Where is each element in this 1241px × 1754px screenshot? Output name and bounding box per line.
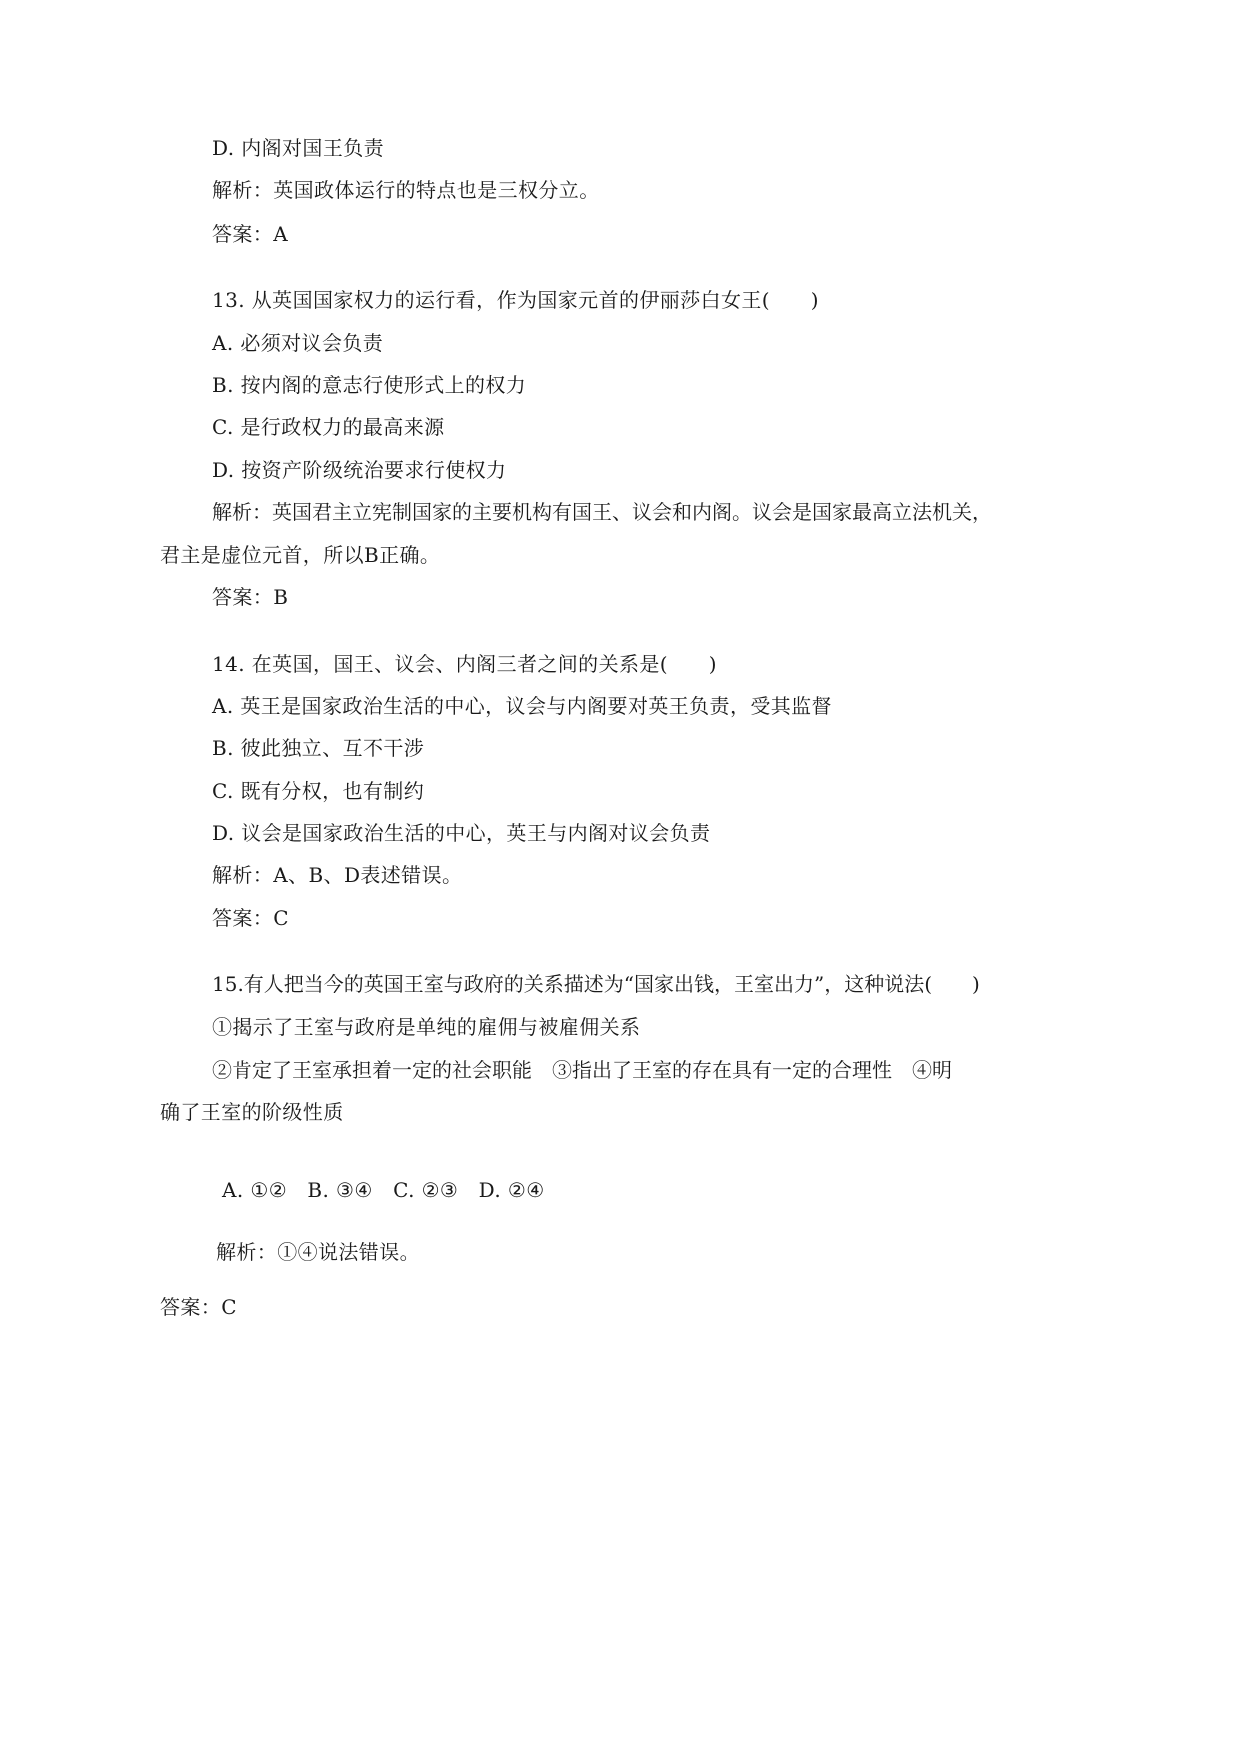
q14-analysis: 解析：A、B、D表述错误。 <box>212 863 463 887</box>
q15-analysis: 解析：①④说法错误。 <box>216 1240 420 1264</box>
q12-analysis: 解析：英国政体运行的特点也是三权分立。 <box>212 178 600 202</box>
q13-option-c: C. 是行政权力的最高来源 <box>212 415 445 439</box>
q14-stem: 14. 在英国，国王、议会、内阁三者之间的关系是( ) <box>212 652 717 676</box>
q13-option-a: A. 必须对议会负责 <box>212 331 384 355</box>
q14-option-a: A. 英王是国家政治生活的中心，议会与内阁要对英王负责，受其监督 <box>212 694 832 718</box>
q13-stem: 13. 从英国国家权力的运行看，作为国家元首的伊丽莎白女王( ) <box>212 288 819 312</box>
q13-analysis-line1: 解析：英国君主立宪制国家的主要机构有国王、议会和内阁。议会是国家最高立法机关， <box>212 500 992 524</box>
q15-items-2-4-line1: ②肯定了王室承担着一定的社会职能 ③指出了王室的存在具有一定的合理性 ④明 <box>212 1058 952 1082</box>
q12-answer: 答案：A <box>212 222 289 246</box>
q14-option-c: C. 既有分权，也有制约 <box>212 779 425 803</box>
q15-item-1: ①揭示了王室与政府是单纯的雇佣与被雇佣关系 <box>212 1015 641 1039</box>
q15-answer: 答案：C <box>160 1295 237 1319</box>
q13-analysis-line2: 君主是虚位元首，所以B正确。 <box>160 543 441 567</box>
q13-option-b: B. 按内阁的意志行使形式上的权力 <box>212 373 527 397</box>
q13-answer: 答案：B <box>212 585 289 609</box>
q15-choices: A. ①② B. ③④ C. ②③ D. ②④ <box>222 1178 545 1202</box>
q15-items-2-4-line2: 确了王室的阶级性质 <box>160 1100 344 1124</box>
q15-stem: 15.有人把当今的英国王室与政府的关系描述为“国家出钱，王室出力”，这种说法( ) <box>212 972 980 996</box>
q14-option-b: B. 彼此独立、互不干涉 <box>212 736 425 760</box>
q14-answer: 答案：C <box>212 906 289 930</box>
q12-option-d: D. 内阁对国王负责 <box>212 136 385 160</box>
q14-option-d: D. 议会是国家政治生活的中心，英王与内阁对议会负责 <box>212 821 711 845</box>
q13-option-d: D. 按资产阶级统治要求行使权力 <box>212 458 507 482</box>
